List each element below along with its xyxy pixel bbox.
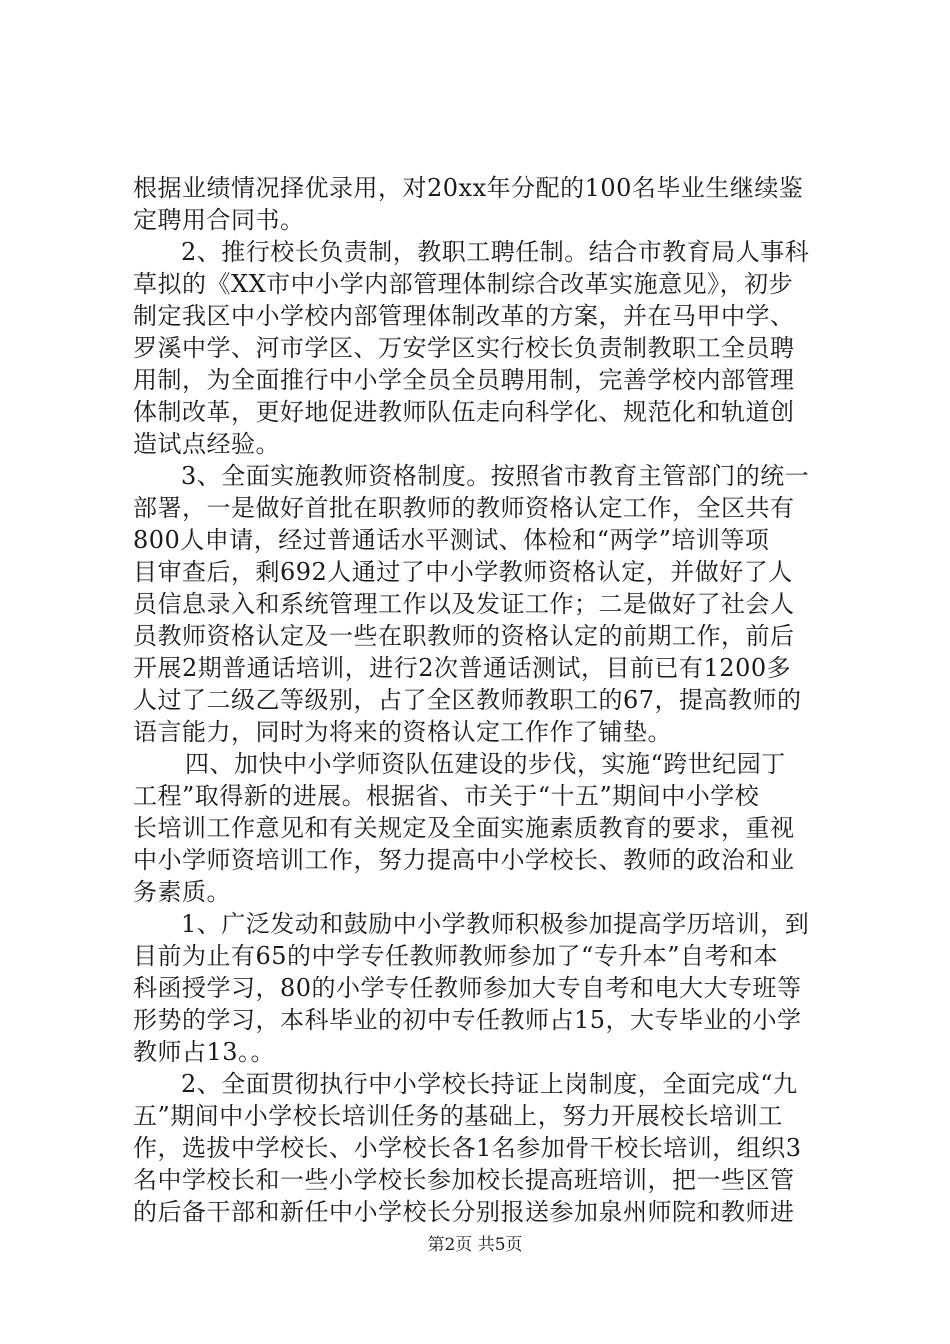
text-line: 罗溪中学、河市学区、万安学区实行校长负责制教职工全员聘 (133, 334, 795, 362)
text-line: 语言能力，同时为将来的资格认定工作作了铺垫。 (133, 718, 672, 746)
text-line: 长培训工作意见和有关规定及全面实施素质教育的要求，重视 (133, 814, 795, 842)
text-line: 部署，一是做好首批在职教师的教师资格认定工作，全区共有 (133, 494, 795, 522)
text-line: 目前为止有65的中学专任教师教师参加了“专升本”自考和本 (133, 942, 779, 970)
text-line: 草拟的《XX市中小学内部管理体制综合改革实施意见》，初步 (133, 270, 794, 298)
text-line: 用制，为全面推行中小学全员全员聘用制，完善学校内部管理 (133, 366, 795, 394)
text-line: 体制改革，更好地促进教师队伍走向科学化、规范化和轨道创 (133, 398, 795, 426)
document-body (133, 172, 817, 1228)
text-line: 根据业绩情况择优录用，对20xx年分配的100名毕业生继续鉴 (133, 174, 804, 202)
text-line: 定聘用合同书。 (133, 206, 305, 234)
paragraph-start-line: 1、广泛发动和鼓励中小学教师积极参加提高学历培训，到 (181, 910, 810, 938)
text-line: 目审查后，剩692人通过了中小学教师资格认定，并做好了人 (133, 558, 793, 586)
paragraph-start-line: 2、推行校长负责制，教职工聘任制。结合市教育局人事科 (181, 238, 810, 266)
text-line: 教师占13。。 (133, 1038, 276, 1066)
text-line: 科函授学习，80的小学专任教师参加大专自考和电大大专班等 (133, 974, 802, 1002)
text-line: 务素质。 (133, 878, 231, 906)
text-line: 五”期间中小学校长培训任务的基础上，努力开展校长培训工 (133, 1102, 783, 1130)
text-line: 的后备干部和新任中小学校长分别报送参加泉州师院和教师进 (133, 1198, 795, 1226)
text-line: 工程”取得新的进展。根据省、市关于“十五”期间中小学校 (133, 782, 760, 810)
paragraph-start-line: 2、全面贯彻执行中小学校长持证上岗制度，全面完成“九 (181, 1070, 798, 1098)
page-number-footer: 第2页 共5页 (427, 1235, 523, 1255)
text-line: 人过了二级乙等级别，占了全区教师教职工的67，提高教师的 (133, 686, 802, 714)
section-heading-line: 四、加快中小学师资队伍建设的步伐，实施“跨世纪园丁 (185, 750, 786, 778)
text-line: 形势的学习，本科毕业的初中专任教师占15，大专毕业的小学 (133, 1006, 802, 1034)
text-line: 员教师资格认定及一些在职教师的资格认定的前期工作，前后 (133, 622, 795, 650)
text-line: 800人申请，经过普通话水平测试、体检和“两学”培训等项 (133, 526, 770, 554)
text-line: 名中学校长和一些小学校长参加校长提高班培训，把一些区管 (133, 1166, 795, 1194)
text-line: 造试点经验。 (133, 430, 280, 458)
text-line: 开展2期普通话培训，进行2次普通话测试，目前已有1200多 (133, 654, 792, 682)
text-line: 作，选拔中学校长、小学校长各1名参加骨干校长培训，组织3 (133, 1134, 802, 1162)
paragraph-start-line: 3、全面实施教师资格制度。按照省市教育主管部门的统一 (181, 462, 810, 490)
text-line: 员信息录入和系统管理工作以及发证工作；二是做好了社会人 (133, 590, 795, 618)
text-line: 中小学师资培训工作，努力提高中小学校长、教师的政治和业 (133, 846, 795, 874)
text-line: 制定我区中小学校内部管理体制改革的方案，并在马甲中学、 (133, 302, 795, 330)
